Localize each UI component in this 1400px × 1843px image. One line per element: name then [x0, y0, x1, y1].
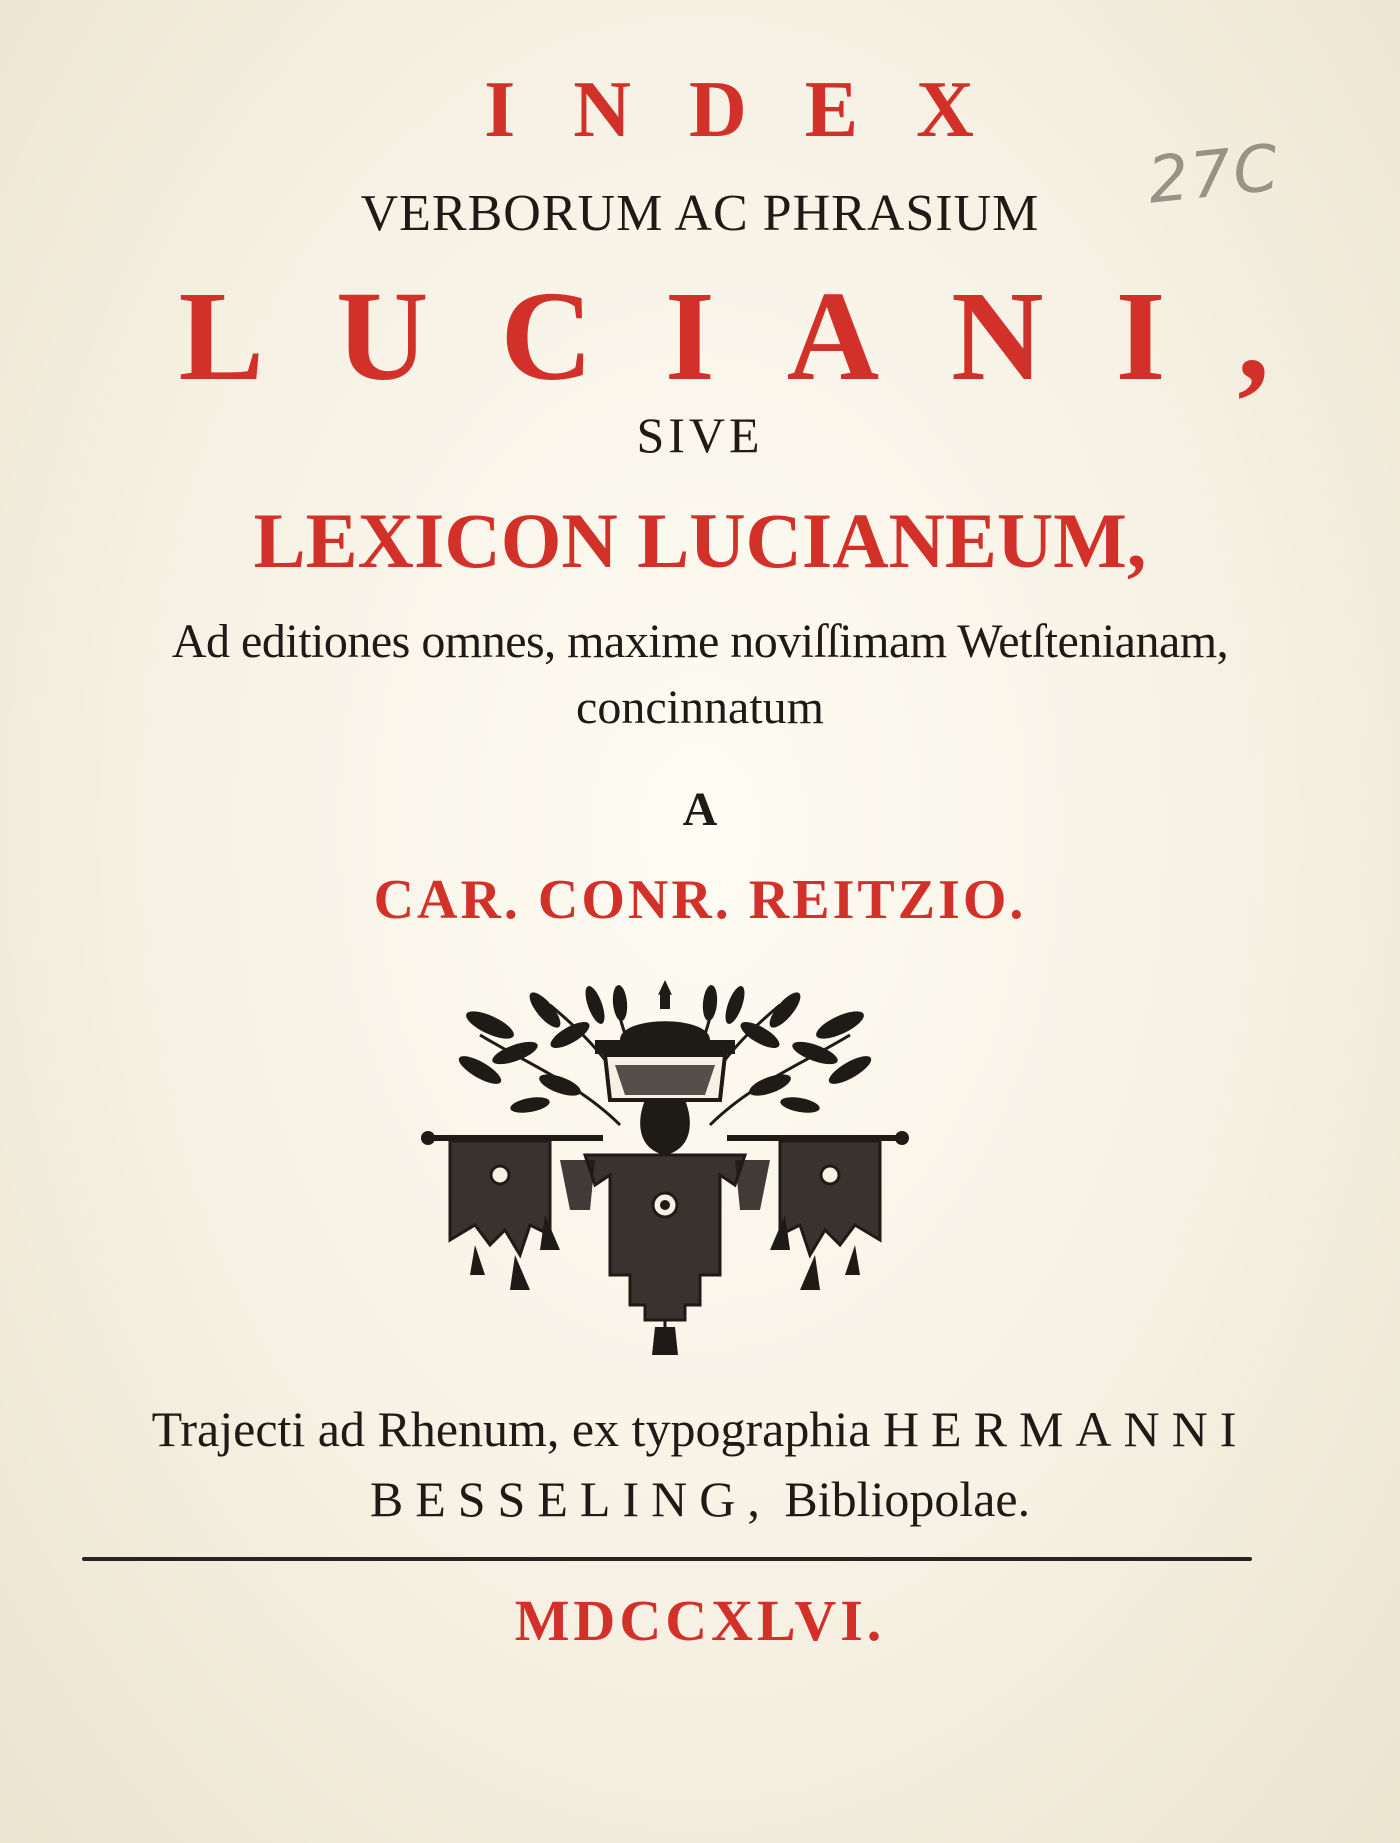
printer-role: Bibliopolae. — [784, 1471, 1031, 1527]
handwritten-shelfmark: 27C — [1144, 131, 1284, 219]
printer-surname: BESSELING, — [369, 1471, 772, 1527]
concinnatum-line: concinnatum — [576, 681, 824, 734]
author-name: CAR. CONR. REITZIO. — [373, 869, 1027, 931]
sive-connector: SIVE — [636, 407, 764, 463]
title-index: INDEX — [484, 66, 1032, 154]
title-luciani: LUCIANI, — [178, 265, 1342, 407]
printers-ornament-icon — [420, 975, 910, 1355]
publication-year: MDCCXLVI. — [514, 1588, 886, 1653]
editions-line: Ad editiones omnes, maxime noviſſimam Wetſtenianam, — [171, 615, 1229, 668]
imprint-line-2 — [0, 1471, 1400, 1527]
printer-first-name: HERMANNI — [882, 1401, 1249, 1457]
horizontal-rule — [82, 1557, 1252, 1561]
by-letter: A — [682, 783, 718, 836]
imprint-place: Trajecti ad Rhenum, ex typographia — [151, 1401, 871, 1457]
subtitle: VERBORUM AC PHRASIUM — [360, 185, 1040, 242]
imprint-line-1 — [0, 1401, 1400, 1457]
alternate-title: LEXICON LUCIANEUM, — [253, 497, 1147, 584]
